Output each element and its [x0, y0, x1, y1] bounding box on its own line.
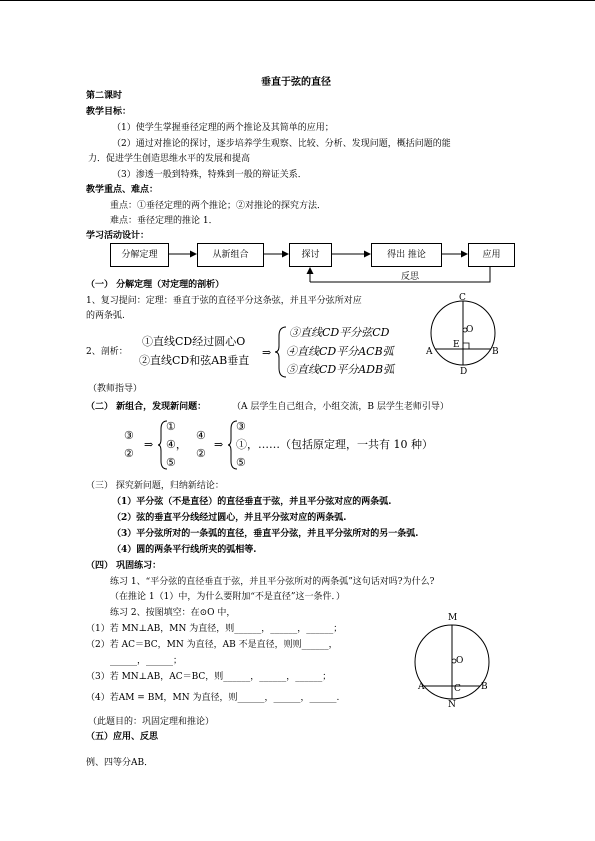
section3-heading: （三） 探究新问题，归纳新结论：: [86, 481, 224, 491]
right-angle-mark-1: [463, 343, 469, 349]
keypoints-heading: 教学重点、难点：: [86, 185, 159, 195]
exercise2-intro: 练习 2、按图填空：在⊙O 中，: [110, 608, 236, 618]
circle-diagram-2: [410, 640, 505, 720]
conclusion-4: （4）圆的两条平行线所夹的弧相等.: [112, 545, 257, 555]
result-3: ③直线CD平分弦CD: [289, 326, 390, 339]
exercise2-q2-cont: ______，______；: [110, 656, 183, 666]
example-line: 例、四等分AB．: [86, 758, 154, 768]
activity-heading: 学习活动设计：: [86, 231, 150, 241]
conclusion-1: （1）平分弦（不是直径）的直径垂直于弦，并且平分弦对应的两条弧.: [112, 497, 392, 507]
implies-arrow: ⇒: [262, 346, 272, 359]
flow-step-conclude: 得出 推论: [371, 243, 442, 267]
section1-heading: （一） 分解定理（对定理的剖析）: [86, 280, 225, 290]
exercise2-q4: （4）若AM = BM，MN 为直径，则______，______，______.: [86, 693, 340, 703]
goal-2-cont: 力．促进学生创造思维水平的发展和提高: [88, 154, 251, 164]
condition-2: ②直线CD和弦AB垂直: [139, 354, 250, 367]
section2-heading: （二） 新组合，发现新问题：: [86, 402, 207, 412]
combo2-right-1: ③: [236, 420, 246, 433]
combo1-right-1: ①: [166, 420, 176, 433]
review-line-1: 1、复习提问：定理：垂直于弦的直径平分这条弦，并且平分弦所对应: [86, 296, 362, 306]
combo1-right-3: ⑤: [166, 456, 176, 469]
circle1-label-a: A: [426, 347, 433, 357]
circle2-label-b: B: [481, 682, 488, 692]
circle2-label-n: N: [448, 700, 456, 710]
circle2-label-o: O: [456, 656, 464, 666]
combo2-arrow: ⇒: [214, 438, 224, 451]
combo1-arrow: ⇒: [144, 438, 154, 451]
combo2-right-3: ⑤: [236, 456, 246, 469]
circle1-label-o: O: [466, 325, 474, 335]
circle1-label-b: B: [492, 347, 499, 357]
section5-heading: （五）应用、反思: [86, 732, 159, 742]
flow-step-apply: 应用: [468, 243, 515, 267]
analysis-label: 2、剖析：: [86, 347, 128, 357]
exercise1-line1: 练习 1、“平分弦的直径垂直于弦，并且平分弦所对的两条弧”这句话对吗?为什么?: [110, 577, 435, 587]
circle2-label-a: A: [418, 682, 425, 692]
section4-heading: （四） 巩固练习：: [86, 561, 162, 571]
circle1-label-c: C: [459, 293, 466, 303]
flow-step-explore: 探讨: [289, 243, 332, 267]
goal-1: （1）使学生掌握垂径定理的两个推论及其简单的应用；: [112, 123, 334, 133]
combo2-right-2: ①，……（包括原定理，一共有 10 种）: [236, 438, 433, 451]
conclusion-2: （2）弦的垂直平分线经过圆心，并且平分弦对应的两条弧.: [112, 513, 347, 523]
exercise-purpose: （此题目的：巩固定理和推论）: [88, 717, 215, 727]
section2-note: （A 层学生自己组合，小组交流，B 层学生老师引导）: [232, 402, 449, 412]
exercise2-q3: （3）若 MN⊥AB，AC＝BC，则______，______，______；: [86, 672, 332, 682]
flow-step-recombine: 从新组合: [197, 243, 264, 267]
flow-step-decompose: 分解定理: [110, 243, 169, 267]
goal-2: （2）通过对推论的探讨，逐步培养学生观察、比较、分析、发现问题，概括问题的能: [112, 139, 451, 149]
exercise2-q2: （2）若 AC＝BC，MN 为直径，AB 不是直径，则则______，: [86, 640, 338, 650]
exercise1-line2: （在推论 1（1）中，为什么要附加“不是直径”这一条件．）: [110, 592, 346, 602]
teacher-note: （教师指导）: [88, 384, 143, 394]
flow-feedback-label: 反思: [401, 272, 420, 282]
condition-1: ①直线CD经过圆心O: [142, 335, 246, 348]
exercise2-q1: （1）若 MN⊥AB，MN 为直径，则______，______，______；: [86, 624, 343, 634]
circle2-label-m: M: [448, 613, 458, 623]
circle1-label-d: D: [460, 367, 468, 377]
circle1-label-e: E: [453, 340, 460, 350]
keypoint-2: 难点：垂径定理的推论 1．: [110, 216, 218, 226]
result-4: ④直线CD平分ACB弧: [286, 345, 394, 358]
keypoint-1: 重点：①垂径定理的两个推论；②对推论的探究方法．: [110, 201, 327, 211]
combo1-left-1: ③: [124, 429, 134, 442]
page-title: 垂直于弦的直径: [261, 77, 331, 88]
combo1-right-2: ④，: [166, 438, 187, 451]
goal-3: （3）渗透一般到特殊，特殊到一般的辩证关系．: [112, 170, 307, 180]
goals-heading: 教学目标：: [86, 107, 132, 117]
combo1-left-2: ②: [124, 447, 134, 460]
conclusion-3: （3）平分弦所对的一条弧的直径，垂直平分弦，并且平分弦所对的另一条弧.: [112, 529, 419, 539]
circle2-label-c: C: [454, 684, 461, 694]
result-5: ⑤直线CD平分ADB弧: [286, 363, 395, 376]
lesson-label: 第二课时: [86, 91, 123, 101]
review-line-2: 的两条弧.: [86, 311, 125, 321]
combo2-left-2: ②: [196, 447, 206, 460]
combo2-left-1: ④: [196, 429, 206, 442]
